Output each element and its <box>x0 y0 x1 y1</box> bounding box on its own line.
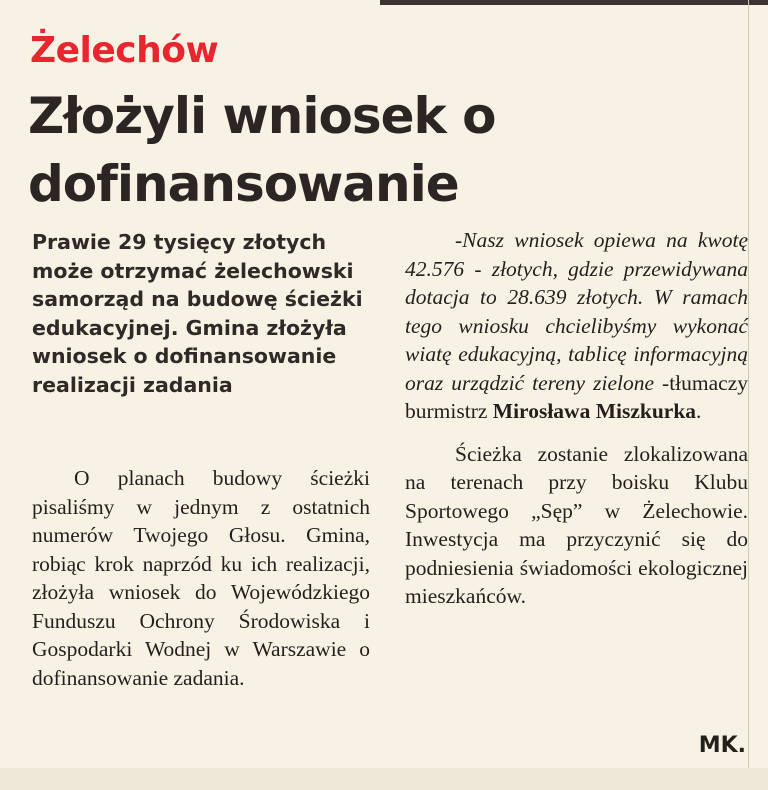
body-column-right <box>405 226 748 611</box>
bottom-band <box>0 768 768 790</box>
column-edge-line <box>748 0 749 790</box>
mayor-quote <box>405 226 748 426</box>
body-paragraph-right: Ścieżka zostanie zlokalizowana na terenach przy boisku Klubu Sportowego „Sęp” w Żelechowie. Inwestycja ma przyczynić się do podniesienia świadomości ekologicznej mieszkańców. <box>405 441 748 608</box>
quote-end: . <box>696 399 702 423</box>
body-column-left <box>32 464 370 692</box>
article-lead: Prawie 29 tysięcy złotych może otrzymać żelechowski samorząd na budowę ścieżki edukacyjnej. Gmina złożyła wniosek o dofinansowanie realizacji zadania <box>32 230 363 397</box>
quote-attribution: -tłumaczy burmistrz <box>405 370 749 423</box>
body-paragraph-left: O planach budowy ścieżki pisaliśmy w jednym z ostatnich numerów Twojego Głosu. Gmina, robiąc krok naprzód ku ich realizacji, złożyła wniosek do Wojewódzkiego Funduszu Ochrony Środowiska i Gospodarki Wodnej w Warszawie o dofinansowanie zadania. <box>32 466 370 690</box>
section-rubric: Żelechów <box>30 30 219 71</box>
quote-text: -Nasz wniosek opiewa na kwotę 42.576 - złotych, gdzie przewidywana dotacja to 28.639 złotych. W ramach tego wniosku chcielibyśmy wykonać wiatę edukacyjną, tablicę informacyjną oraz urządzić tereny zielone <box>405 228 748 395</box>
author-signature: MK. <box>698 733 746 758</box>
mayor-name: Mirosława Miszkurka <box>492 399 697 423</box>
top-rule <box>380 0 768 5</box>
article-headline: Złożyli wniosek o dofinansowanie <box>28 87 496 213</box>
